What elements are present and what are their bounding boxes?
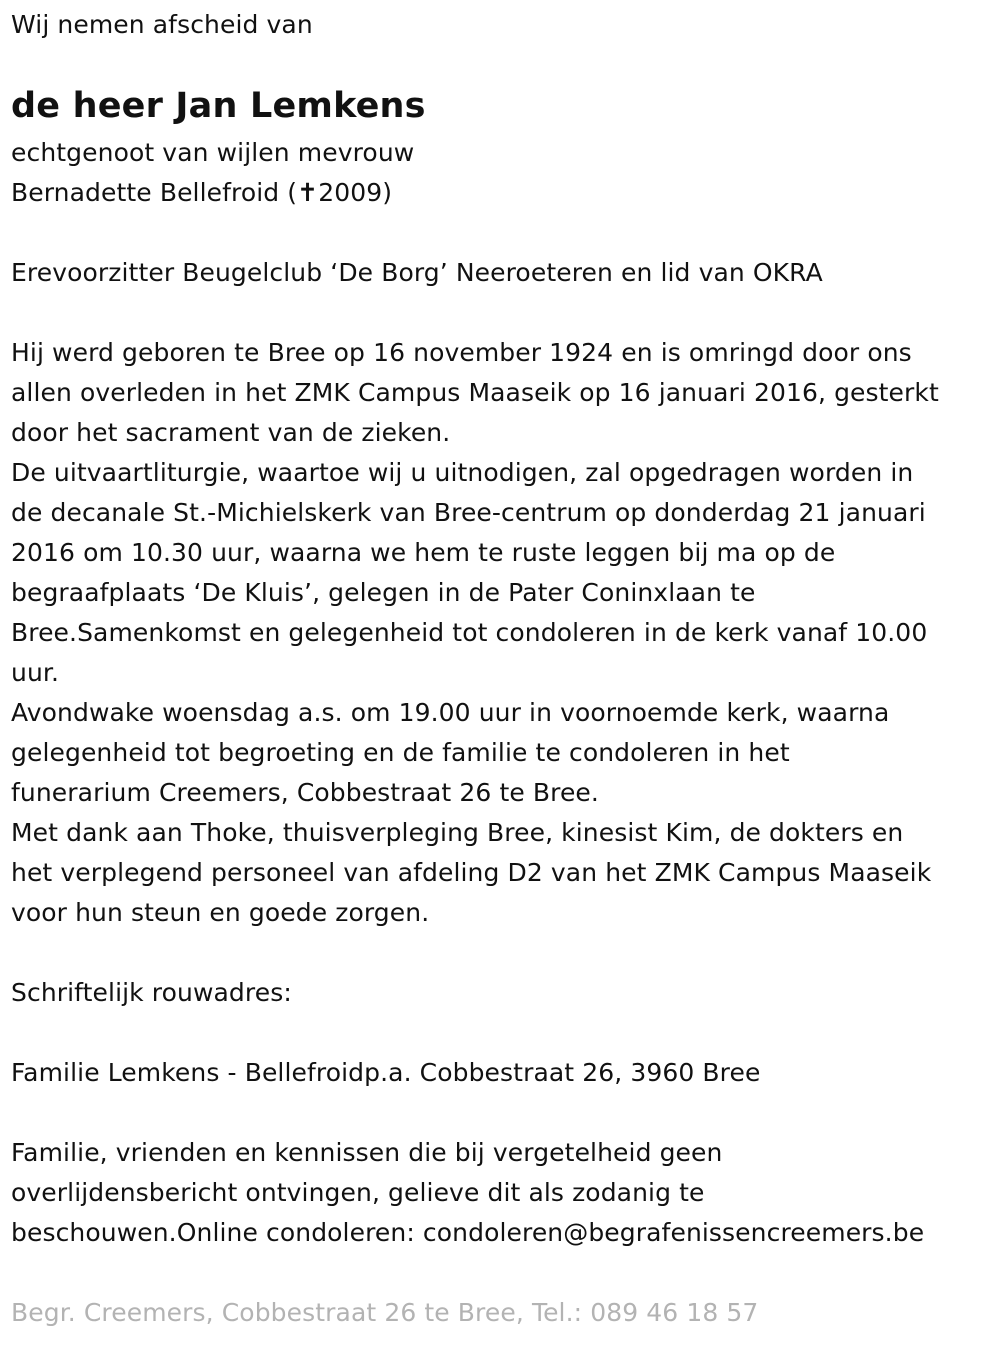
closing-line: overlijdensbericht ontvingen, gelieve dit als zodanig te	[11, 1178, 705, 1207]
intro-text: Wij nemen afscheid van	[11, 10, 313, 39]
closing-line: Familie, vrienden en kennissen die bij vergetelheid geen	[11, 1138, 723, 1167]
mourning-address: Familie Lemkens - Bellefroidp.a. Cobbestraat 26, 3960 Bree	[11, 1058, 761, 1087]
body-line: 2016 om 10.30 uur, waarna we hem te ruste leggen bij ma op de	[11, 538, 836, 567]
body-line: Bree.Samenkomst en gelegenheid tot condoleren in de kerk vanaf 10.00	[11, 618, 928, 647]
body-line: door het sacrament van de zieken.	[11, 418, 451, 447]
body-line: het verplegend personeel van afdeling D2 van het ZMK Campus Maaseik	[11, 858, 932, 887]
closing-line: beschouwen.Online condoleren: condoleren@begrafenissencreemers.be	[11, 1218, 925, 1247]
body-line: uur.	[11, 658, 60, 687]
body-line: begraafplaats ‘De Kluis’, gelegen in de Pater Coninxlaan te	[11, 578, 756, 607]
spouse-line: echtgenoot van wijlen mevrouw	[11, 138, 415, 167]
body-line: Avondwake woensdag a.s. om 19.00 uur in voornoemde kerk, waarna	[11, 698, 890, 727]
honorary-title: Erevoorzitter Beugelclub ‘De Borg’ Neeroeteren en lid van OKRA	[11, 258, 823, 287]
body-line: funerarium Creemers, Cobbestraat 26 te Bree.	[11, 778, 599, 807]
body-line: gelegenheid tot begroeting en de familie te condoleren in het	[11, 738, 790, 767]
body-line: de decanale St.-Michielskerk van Bree-centrum op donderdag 21 januari	[11, 498, 926, 527]
funeral-home-footer: Begr. Creemers, Cobbestraat 26 te Bree, Tel.: 089 46 18 57	[11, 1298, 759, 1327]
body-line: Hij werd geboren te Bree op 16 november 1924 en is omringd door ons	[11, 338, 912, 367]
deceased-name: de heer Jan Lemkens	[11, 86, 426, 126]
body-line: voor hun steun en goede zorgen.	[11, 898, 430, 927]
address-label: Schriftelijk rouwadres:	[11, 978, 292, 1007]
body-line: Met dank aan Thoke, thuisverpleging Bree, kinesist Kim, de dokters en	[11, 818, 904, 847]
body-line: De uitvaartliturgie, waartoe wij u uitnodigen, zal opgedragen worden in	[11, 458, 914, 487]
body-line: allen overleden in het ZMK Campus Maaseik op 16 januari 2016, gesterkt	[11, 378, 939, 407]
spouse-line: Bernadette Bellefroid (✝2009)	[11, 178, 393, 207]
